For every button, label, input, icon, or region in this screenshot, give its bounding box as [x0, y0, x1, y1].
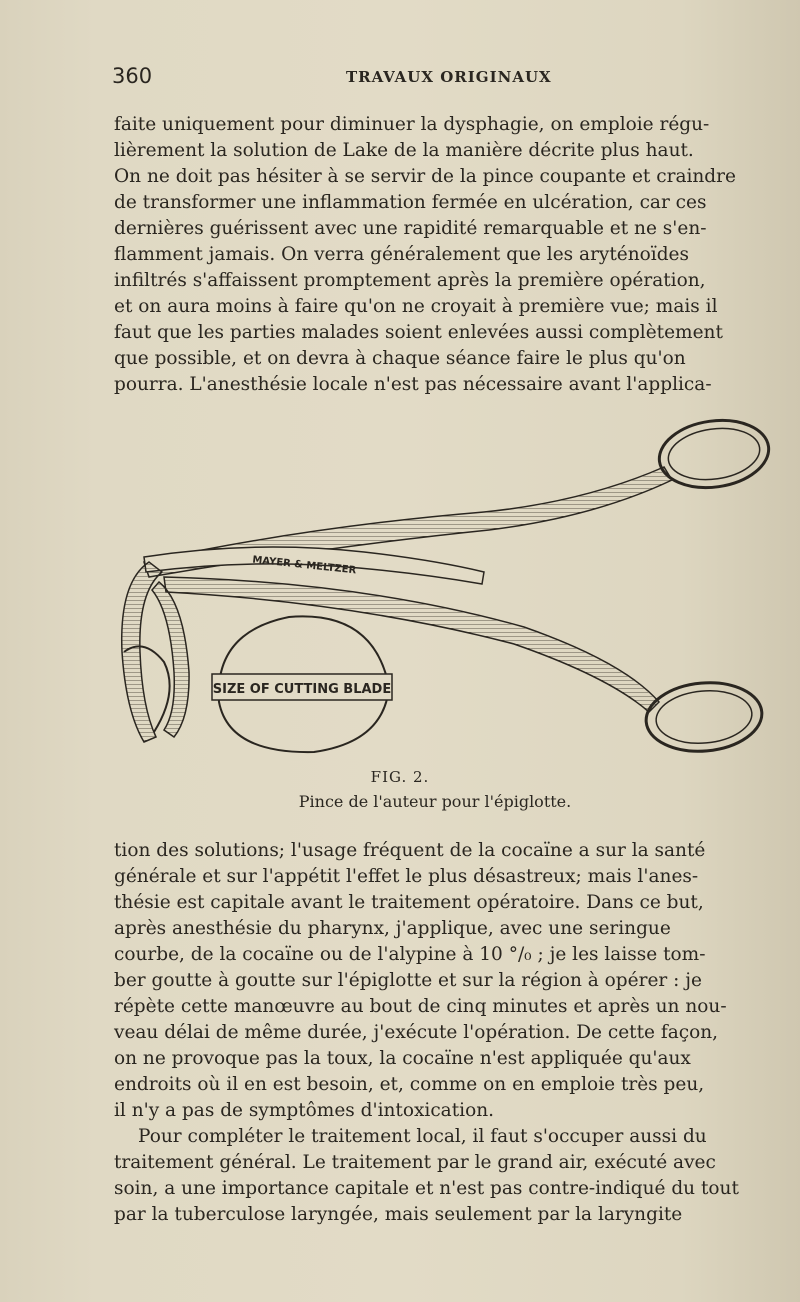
forceps-drawing [104, 412, 774, 762]
text-line: Pour compléter le traitement local, il faut s'occuper aussi du [138, 1126, 707, 1147]
running-title: TRAVAUX ORIGINAUX [346, 68, 552, 86]
text-line: générale et sur l'appétit l'effet le plus désastreux; mais l'anes- [114, 866, 699, 887]
forceps-illustration [104, 412, 774, 762]
page-number: 360 [112, 64, 153, 88]
text-line: infiltrés s'affaissent promptement après la première opération, [114, 270, 706, 291]
figure-caption: Pince de l'auteur pour l'épiglotte. [298, 792, 572, 811]
text-line: On ne doit pas hésiter à se servir de la pince coupante et craindre [114, 166, 736, 187]
text-line: tion des solutions; l'usage fréquent de la cocaïne a sur la santé [114, 840, 706, 861]
maker-engraving: MAYER & MELTZER [251, 554, 357, 577]
text-line: thésie est capitale avant le traitement opératoire. Dans ce but, [114, 892, 704, 913]
blade-size-label: SIZE OF CUTTING BLADE [212, 682, 392, 697]
text-line: faut que les parties malades soient enlevées aussi complètement [114, 322, 723, 343]
text-line: après anesthésie du pharynx, j'applique, avec une seringue [114, 918, 671, 939]
text-line: flamment jamais. On verra généralement que les aryténoïdes [114, 244, 689, 265]
text-line: et on aura moins à faire qu'on ne croyait à première vue; mais il [114, 296, 718, 317]
text-line: dernières guérissent avec une rapidité remarquable et ne s'en- [114, 218, 707, 239]
text-line: il n'y a pas de symptômes d'intoxication. [114, 1100, 494, 1121]
bottom-paragraph [114, 838, 754, 1228]
text-line: courbe, de la cocaïne ou de l'alypine à 10 °/₀ ; je les laisse tom- [114, 944, 706, 965]
text-line: soin, a une importance capitale et n'est pas contre-indiqué du tout [114, 1178, 739, 1199]
text-line: faite uniquement pour diminuer la dysphagie, on emploie régu- [114, 114, 710, 135]
text-line: répète cette manœuvre au bout de cinq minutes et après un nou- [114, 996, 727, 1017]
text-line: veau délai de même durée, j'exécute l'opération. De cette façon, [114, 1022, 719, 1043]
top-paragraph [114, 112, 754, 398]
page-header [112, 64, 752, 94]
text-line: que possible, et on devra à chaque séance faire le plus qu'on [114, 348, 686, 369]
text-line: pourra. L'anesthésie locale n'est pas nécessaire avant l'applica- [114, 374, 712, 395]
text-line: traitement général. Le traitement par le grand air, exécuté avec [114, 1152, 716, 1173]
text-line: par la tuberculose laryngée, mais seulement par la laryngite [114, 1204, 683, 1225]
text-line: endroits où il en est besoin, et, comme on en emploie très peu, [114, 1074, 705, 1095]
text-line: lièrement la solution de Lake de la manière décrite plus haut. [114, 140, 694, 161]
text-line: on ne provoque pas la toux, la cocaïne n'est appliquée qu'aux [114, 1048, 691, 1069]
text-line: de transformer une inflammation fermée en ulcération, car ces [114, 192, 707, 213]
text-line: ber goutte à goutte sur l'épiglotte et sur la région à opérer : je [114, 970, 702, 991]
figure-number: FIG. 2. [370, 768, 430, 786]
